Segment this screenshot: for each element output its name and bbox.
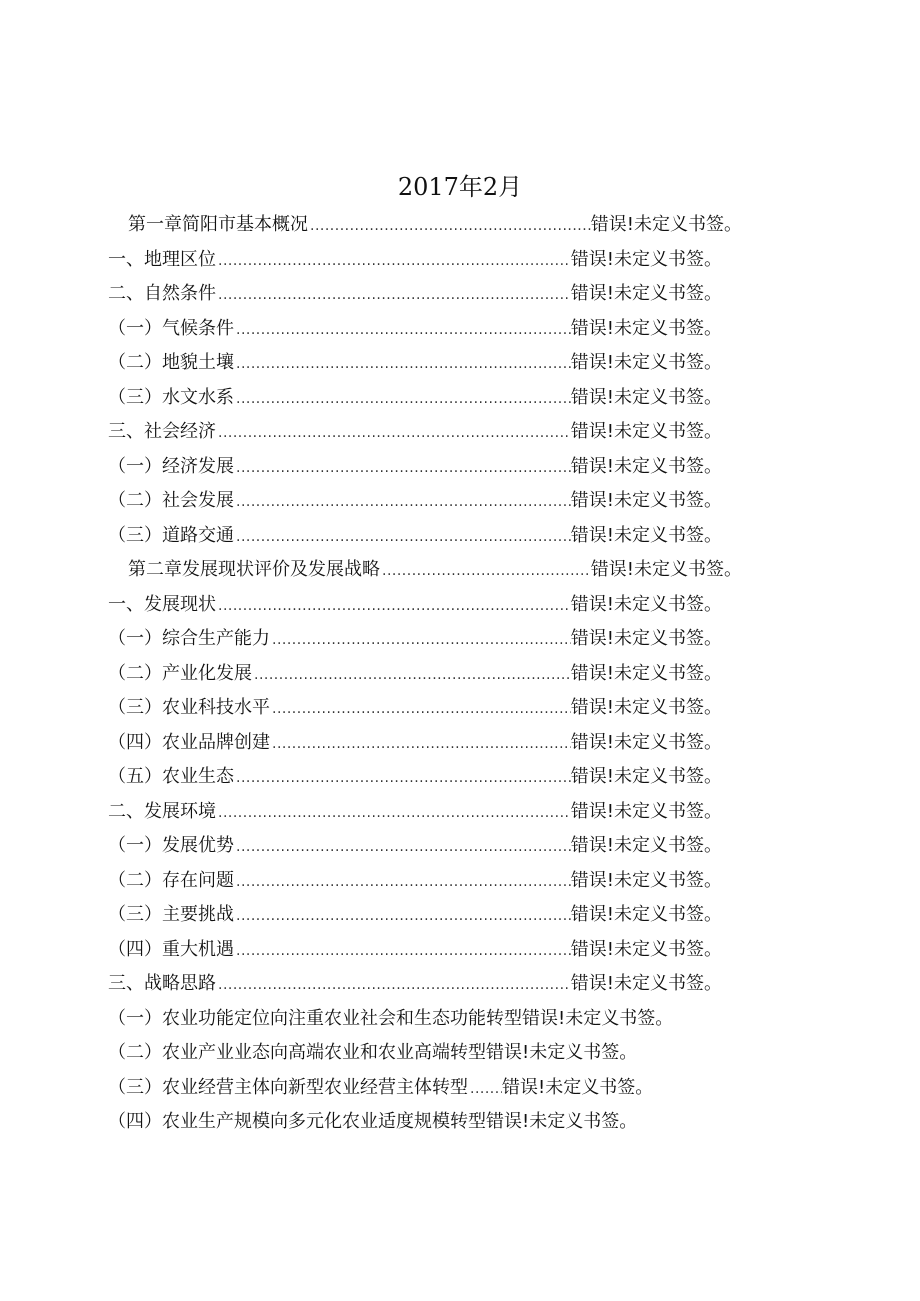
toc-entry-title: 二、发展环境 — [108, 801, 216, 822]
toc-entry-page-ref: 错误!未定义书签。 — [570, 939, 722, 960]
toc-entry-page-ref: 错误!未定义书签。 — [570, 490, 722, 511]
toc-entry-page-ref: 错误!未定义书签。 — [570, 283, 722, 304]
toc-entry-page-ref: 错误!未定义书签。 — [486, 1042, 638, 1063]
toc-dot-leader — [270, 727, 571, 760]
toc-entry-page-ref: 错误!未定义书签。 — [570, 766, 722, 787]
toc-entry-title: 第一章简阳市基本概况 — [128, 214, 308, 235]
toc-entry-title: （二）存在问题 — [108, 870, 234, 891]
toc-entry-page-ref: 错误!未定义书签。 — [502, 1077, 654, 1098]
toc-entry-page-ref: 错误!未定义书签。 — [570, 870, 722, 891]
toc-entry-page-ref: 错误!未定义书签。 — [570, 387, 722, 408]
toc-entry[interactable] — [108, 450, 722, 484]
toc-entry-page-ref: 错误!未定义书签。 — [570, 525, 722, 546]
toc-entry[interactable] — [108, 795, 722, 829]
toc-entry-title: 三、社会经济 — [108, 421, 216, 442]
toc-entry-title: （二）产业化发展 — [108, 663, 252, 684]
toc-entry-page-ref: 错误!未定义书签。 — [570, 249, 722, 270]
toc-dot-leader — [234, 347, 571, 380]
toc-dot-leader — [234, 451, 571, 484]
toc-dot-leader — [216, 968, 571, 1001]
toc-entry-title: （四）农业品牌创建 — [108, 732, 270, 753]
toc-entry[interactable] — [108, 588, 722, 622]
toc-entry-title: 三、战略思路 — [108, 973, 216, 994]
toc-dot-leader — [234, 382, 571, 415]
toc-entry[interactable] — [108, 898, 722, 932]
toc-entry-page-ref: 错误!未定义书签。 — [570, 594, 722, 615]
toc-dot-leader — [234, 865, 571, 898]
toc-dot-leader — [234, 899, 571, 932]
toc-entry-title: （一）经济发展 — [108, 456, 234, 477]
toc-entry-title: （三）道路交通 — [108, 525, 234, 546]
toc-entry-page-ref: 错误!未定义书签。 — [570, 973, 722, 994]
toc-entry[interactable] — [108, 243, 722, 277]
toc-entry-title: （二）农业产业业态向高端农业和农业高端转型 — [108, 1042, 486, 1063]
toc-entry[interactable] — [108, 933, 722, 967]
toc-dot-leader — [234, 761, 571, 794]
toc-entry-title: （三）农业科技水平 — [108, 697, 270, 718]
toc-entry[interactable] — [108, 312, 722, 346]
toc-entry[interactable] — [108, 1002, 738, 1036]
toc-entry-page-ref: 错误!未定义书签。 — [590, 559, 742, 580]
toc-dot-leader — [234, 934, 571, 967]
toc-entry-title: （五）农业生态 — [108, 766, 234, 787]
toc-entry[interactable] — [108, 277, 722, 311]
toc-entry-title: （三）农业经营主体向新型农业经营主体转型 — [108, 1077, 468, 1098]
toc-entry[interactable] — [108, 657, 722, 691]
toc-entry-page-ref: 错误!未定义书签。 — [570, 732, 722, 753]
toc-entry-page-ref: 错误!未定义书签。 — [590, 214, 742, 235]
toc-entry-page-ref: 错误!未定义书签。 — [570, 421, 722, 442]
toc-entry[interactable] — [108, 415, 722, 449]
toc-entry-title: 一、发展现状 — [108, 594, 216, 615]
toc-entry[interactable] — [108, 381, 722, 415]
toc-entry[interactable] — [108, 967, 722, 1001]
toc-entry-page-ref: 错误!未定义书签。 — [522, 1008, 674, 1029]
toc-entry-title: （四）农业生产规模向多元化农业适度规模转型 — [108, 1111, 486, 1132]
toc-entry-page-ref: 错误!未定义书签。 — [570, 456, 722, 477]
toc-dot-leader — [234, 313, 571, 346]
toc-dot-leader — [216, 796, 571, 829]
toc-entry[interactable] — [108, 1105, 738, 1139]
toc-entry-title: 二、自然条件 — [108, 283, 216, 304]
toc-entry-page-ref: 错误!未定义书签。 — [486, 1111, 638, 1132]
toc-dot-leader — [216, 244, 571, 277]
toc-dot-leader — [270, 692, 571, 725]
toc-entry-page-ref: 错误!未定义书签。 — [570, 801, 722, 822]
toc-entry-title: 一、地理区位 — [108, 249, 216, 270]
toc-dot-leader — [234, 830, 571, 863]
toc-entry-title: （三）主要挑战 — [108, 904, 234, 925]
toc-entry[interactable] — [128, 553, 742, 587]
toc-entry[interactable] — [108, 760, 722, 794]
toc-dot-leader — [380, 554, 591, 587]
toc-entry[interactable] — [108, 484, 722, 518]
toc-dot-leader — [252, 658, 571, 691]
toc-entry-title: （一）发展优势 — [108, 835, 234, 856]
toc-dot-leader — [308, 209, 591, 242]
toc-entry[interactable] — [108, 346, 722, 380]
toc-dot-leader — [234, 485, 571, 518]
toc-entry[interactable] — [108, 829, 722, 863]
toc-entry-title: （二）社会发展 — [108, 490, 234, 511]
toc-entry[interactable] — [108, 519, 722, 553]
toc-dot-leader — [216, 278, 571, 311]
toc-dot-leader — [216, 589, 571, 622]
toc-entry[interactable] — [108, 864, 722, 898]
document-date: 2017年2月 — [397, 173, 523, 201]
toc-dot-leader — [468, 1072, 502, 1105]
toc-entry-page-ref: 错误!未定义书签。 — [570, 697, 722, 718]
toc-entry-title: （一）综合生产能力 — [108, 628, 270, 649]
toc-entry[interactable] — [108, 691, 722, 725]
toc-entry-page-ref: 错误!未定义书签。 — [570, 628, 722, 649]
toc-entry-title: 第二章发展现状评价及发展战略 — [128, 559, 380, 580]
toc-dot-leader — [270, 623, 571, 656]
toc-dot-leader — [234, 520, 571, 553]
toc-entry-page-ref: 错误!未定义书签。 — [570, 904, 722, 925]
toc-entry-page-ref: 错误!未定义书签。 — [570, 835, 722, 856]
toc-entry[interactable] — [108, 726, 722, 760]
toc-entry-title: （二）地貌土壤 — [108, 352, 234, 373]
toc-entry[interactable] — [108, 622, 722, 656]
toc-entry-page-ref: 错误!未定义书签。 — [570, 663, 722, 684]
toc-entry-page-ref: 错误!未定义书签。 — [570, 318, 722, 339]
toc-entry-title: （四）重大机遇 — [108, 939, 234, 960]
toc-entry[interactable] — [128, 208, 742, 242]
toc-entry-title: （一）气候条件 — [108, 318, 234, 339]
toc-entry[interactable] — [108, 1036, 738, 1070]
toc-entry-title: （一）农业功能定位向注重农业社会和生态功能转型 — [108, 1008, 522, 1029]
toc-entry[interactable] — [108, 1071, 738, 1105]
toc-dot-leader — [216, 416, 571, 449]
toc-entry-page-ref: 错误!未定义书签。 — [570, 352, 722, 373]
toc-entry-title: （三）水文水系 — [108, 387, 234, 408]
